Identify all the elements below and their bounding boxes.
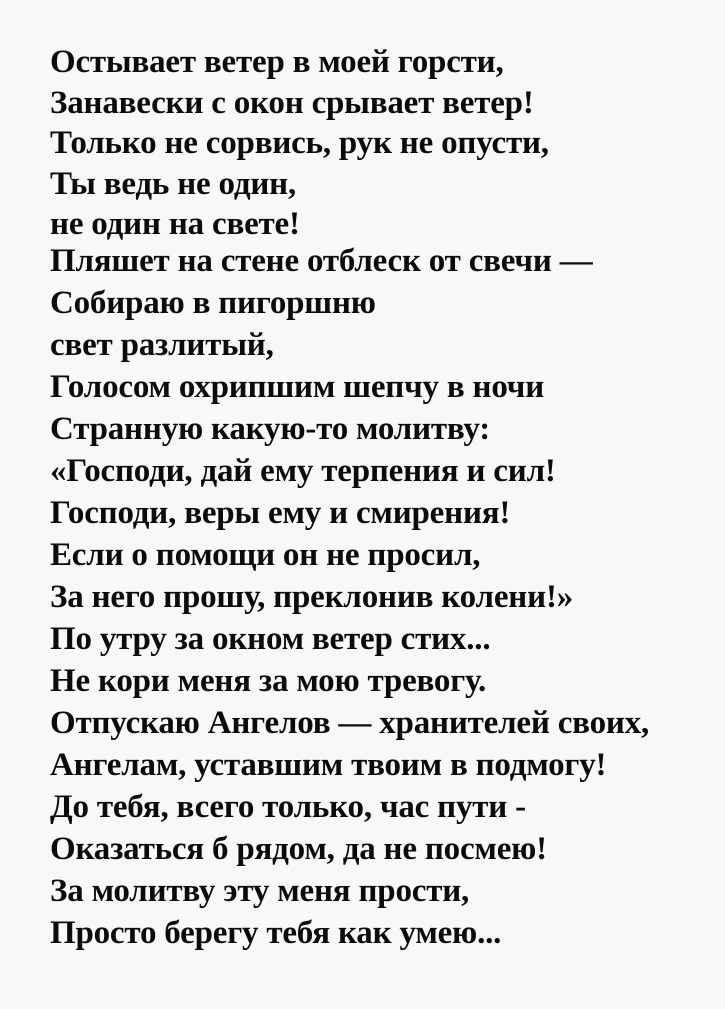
poem-stanza (50, 42, 705, 245)
poem-line: «Господи, дай ему терпения и сил! (50, 452, 556, 489)
poem-line: Остывает ветер в моей горсти, (50, 44, 504, 80)
poem-line: До тебя, всего только, час пути - (50, 788, 526, 825)
poem-line: Ты ведь не один, (50, 165, 297, 202)
poem-line: За молитву эту меня прости, (50, 872, 470, 909)
poem-line: Занавески с окон срывает ветер! (50, 84, 534, 121)
poem-line: Ангелам, уставшим твоим в подмогу! (50, 746, 607, 783)
poem-line: Оказаться б рядом, да не посмею! (50, 830, 547, 867)
poem-line: Господи, веры ему и смирения! (50, 494, 511, 531)
poem-line: По утру за окном ветер стих... (50, 620, 491, 657)
poem-stanza (50, 240, 705, 954)
poem-line: Если о помощи он не просил, (50, 536, 481, 573)
poem-line: Странную какую-то молитву: (50, 410, 491, 447)
poem-line: Просто берегу тебя как умею... (50, 914, 502, 951)
poem-line: За него прошу, преклонив колени!» (50, 578, 574, 615)
poem-line: Не кори меня за мою тревогу. (50, 662, 487, 699)
poem-line: Голосом охрипшим шепчу в ночи (50, 368, 545, 405)
poem-line: Отпускаю Ангелов — хранителей своих, (50, 704, 650, 741)
poem-line: Только не сорвись, рук не опусти, (50, 125, 549, 161)
poem-line: не один на свете! (50, 206, 300, 242)
poem-line: Пляшет на стене отблеск от свечи — (50, 242, 593, 279)
poem-line: свет разлитый, (50, 326, 274, 363)
poem-line: Собираю в пигоршню (50, 284, 376, 321)
